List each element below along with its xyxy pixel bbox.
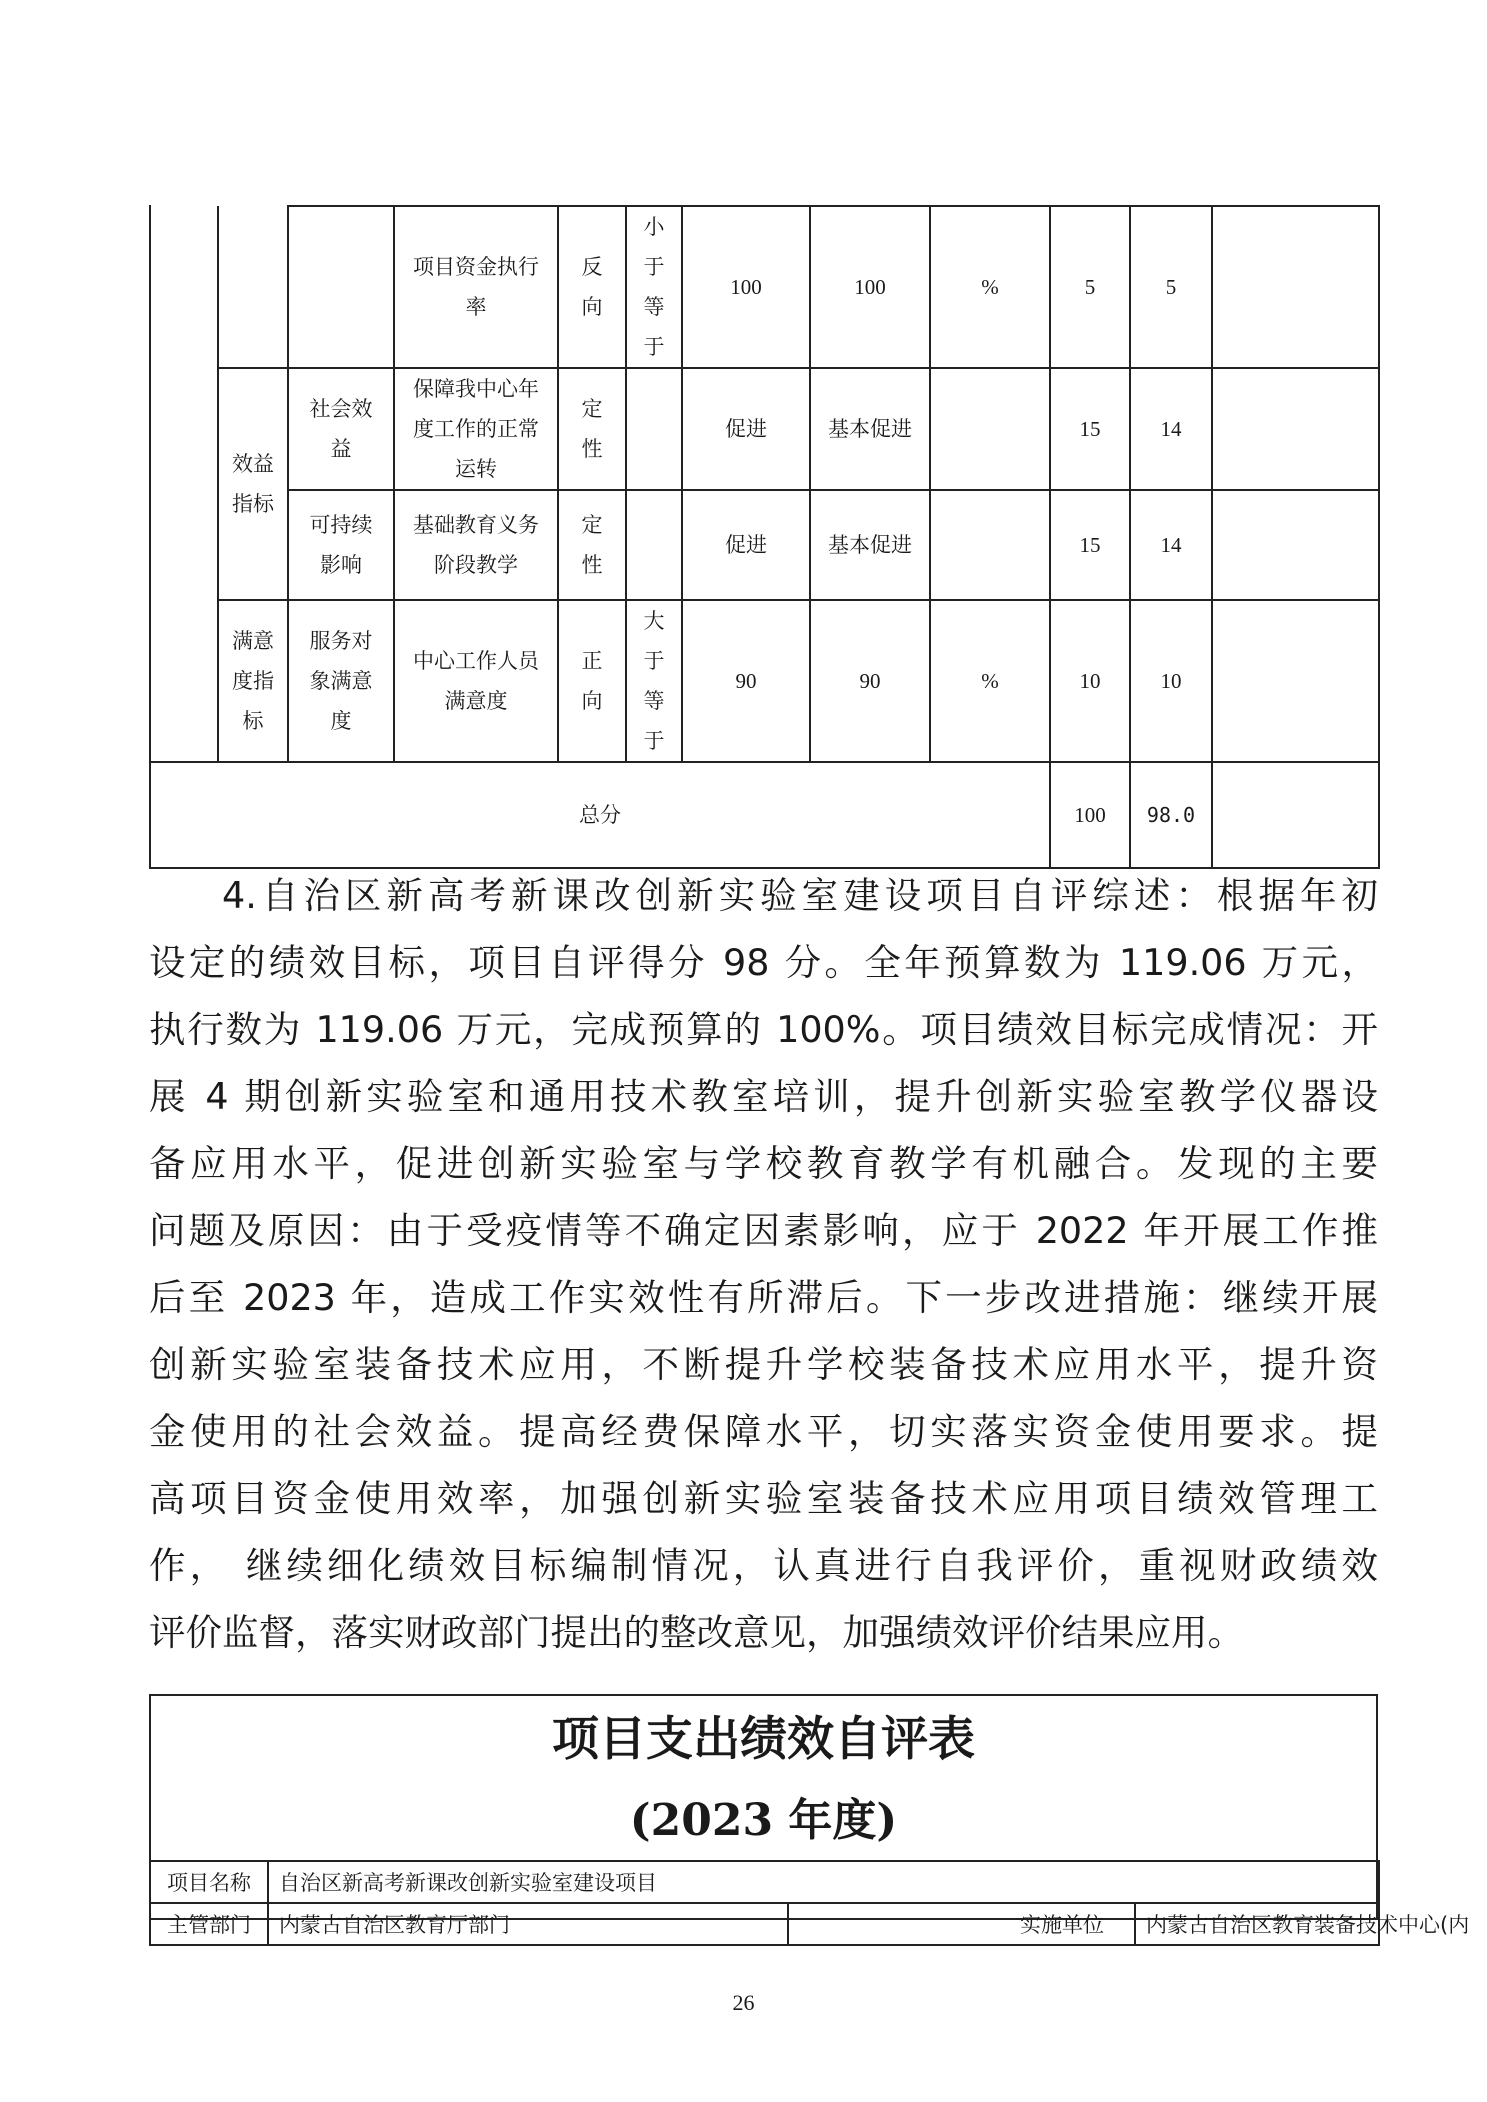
subcategory-cell: 社会效益 bbox=[288, 368, 394, 490]
score-cell: 14 bbox=[1130, 368, 1212, 490]
self-evaluation-summary bbox=[149, 862, 1378, 1666]
actual-cell: 基本促进 bbox=[810, 368, 930, 490]
department-value: 内蒙古自治区教育厅部门 bbox=[268, 1903, 788, 1945]
indicator-cell: 保障我中心年度工作的正常运转 bbox=[394, 368, 558, 490]
actual-cell: 100 bbox=[810, 206, 930, 368]
category-benefit-cell: 效益指标 bbox=[218, 368, 288, 600]
subcategory-cell: 服务对象满意度 bbox=[288, 600, 394, 762]
operator-cell bbox=[626, 368, 682, 490]
performance-indicator-table bbox=[149, 205, 1380, 869]
project-name-value: 自治区新高考新课改创新实验室建设项目 bbox=[268, 1861, 1379, 1903]
target-cell: 促进 bbox=[682, 490, 810, 600]
remark-cell bbox=[1212, 600, 1379, 762]
table-row bbox=[150, 368, 1379, 490]
unit-cell: % bbox=[930, 206, 1050, 368]
nature-cell: 定性 bbox=[558, 490, 626, 600]
paragraph-line: 4.自治区新高考新课改创新实验室建设项目自评综述：根据年初 bbox=[222, 874, 1378, 917]
weight-cell: 15 bbox=[1050, 368, 1130, 490]
remark-cell bbox=[1212, 206, 1379, 368]
indicator-cell: 项目资金执行率 bbox=[394, 206, 558, 368]
operator-cell bbox=[626, 490, 682, 600]
paragraph-line: 备应用水平，促进创新实验室与学校教育教学有机融合。发现的主要 bbox=[149, 1142, 1378, 1185]
paragraph-line: 展 4 期创新实验室和通用技术教室培训，提升创新实验室教学仪器设 bbox=[149, 1075, 1378, 1118]
paragraph-line: 评价监督，落实财政部门提出的整改意见，加强绩效评价结果应用。 bbox=[149, 1611, 1244, 1654]
paragraph-line: 创新实验室装备技术应用，不断提升学校装备技术应用水平，提升资 bbox=[149, 1343, 1378, 1386]
indicator-cell: 中心工作人员满意度 bbox=[394, 600, 558, 762]
total-score-cell: 98.0 bbox=[1130, 762, 1212, 868]
empty-cell bbox=[150, 490, 218, 600]
form-title: 项目支出绩效自评表 bbox=[552, 1712, 975, 1767]
empty-cell bbox=[150, 206, 218, 368]
implementing-unit-label: 实施单位 bbox=[788, 1903, 1135, 1945]
remark-cell bbox=[1212, 490, 1379, 600]
remark-cell bbox=[1212, 762, 1379, 868]
total-weight-cell: 100 bbox=[1050, 762, 1130, 868]
category-satisfaction-cell: 满意度指标 bbox=[218, 600, 288, 762]
nature-cell: 正向 bbox=[558, 600, 626, 762]
paragraph-line: 高项目资金使用效率，加强创新实验室装备技术应用项目绩效管理工 bbox=[149, 1477, 1378, 1520]
table-row bbox=[150, 1861, 1379, 1903]
form-year: (2023 年度) bbox=[629, 1795, 898, 1846]
paragraph-line: 执行数为 119.06 万元，完成预算的 100%。项目绩效目标完成情况：开 bbox=[149, 1008, 1378, 1051]
project-name-label: 项目名称 bbox=[150, 1861, 268, 1903]
subcategory-cell: 可持续影响 bbox=[288, 490, 394, 600]
nature-cell: 反向 bbox=[558, 206, 626, 368]
score-cell: 10 bbox=[1130, 600, 1212, 762]
operator-cell: 大于等于 bbox=[626, 600, 682, 762]
unit-cell bbox=[930, 368, 1050, 490]
unit-cell: % bbox=[930, 600, 1050, 762]
target-cell: 促进 bbox=[682, 368, 810, 490]
table-row bbox=[150, 490, 1379, 600]
remark-cell bbox=[1212, 368, 1379, 490]
score-cell: 5 bbox=[1130, 206, 1212, 368]
empty-cell bbox=[288, 206, 394, 368]
operator-cell: 小于等于 bbox=[626, 206, 682, 368]
actual-cell: 基本促进 bbox=[810, 490, 930, 600]
nature-cell: 定性 bbox=[558, 368, 626, 490]
weight-cell: 5 bbox=[1050, 206, 1130, 368]
table-row bbox=[150, 600, 1379, 762]
empty-cell bbox=[150, 368, 218, 490]
target-cell: 90 bbox=[682, 600, 810, 762]
implementing-unit-value: 内蒙古自治区教育装备技术中心(内 bbox=[1135, 1903, 1379, 1945]
department-label: 主管部门 bbox=[150, 1903, 268, 1945]
table-row bbox=[150, 206, 1379, 368]
weight-cell: 10 bbox=[1050, 600, 1130, 762]
target-cell: 100 bbox=[682, 206, 810, 368]
paragraph-line: 问题及原因：由于受疫情等不确定因素影响，应于 2022 年开展工作推 bbox=[149, 1209, 1378, 1252]
weight-cell: 15 bbox=[1050, 490, 1130, 600]
table-row bbox=[150, 1903, 1379, 1945]
empty-cell bbox=[150, 600, 218, 762]
table-row-total bbox=[150, 762, 1379, 868]
score-cell: 14 bbox=[1130, 490, 1212, 600]
indicator-cell: 基础教育义务阶段教学 bbox=[394, 490, 558, 600]
paragraph-line: 金使用的社会效益。提高经费保障水平，切实落实资金使用要求。提 bbox=[149, 1410, 1378, 1453]
project-info-table bbox=[149, 1860, 1470, 1946]
total-label-cell: 总分 bbox=[150, 762, 1050, 868]
page-number: 26 bbox=[732, 1990, 755, 2015]
unit-cell bbox=[930, 490, 1050, 600]
paragraph-line: 设定的绩效目标，项目自评得分 98 分。全年预算数为 119.06 万元， bbox=[149, 941, 1378, 984]
paragraph-line: 后至 2023 年，造成工作实效性有所滞后。下一步改进措施：继续开展 bbox=[149, 1276, 1378, 1319]
actual-cell: 90 bbox=[810, 600, 930, 762]
paragraph-line: 作， 继续细化绩效目标编制情况，认真进行自我评价，重视财政绩效 bbox=[149, 1544, 1378, 1587]
empty-cell bbox=[218, 206, 288, 368]
